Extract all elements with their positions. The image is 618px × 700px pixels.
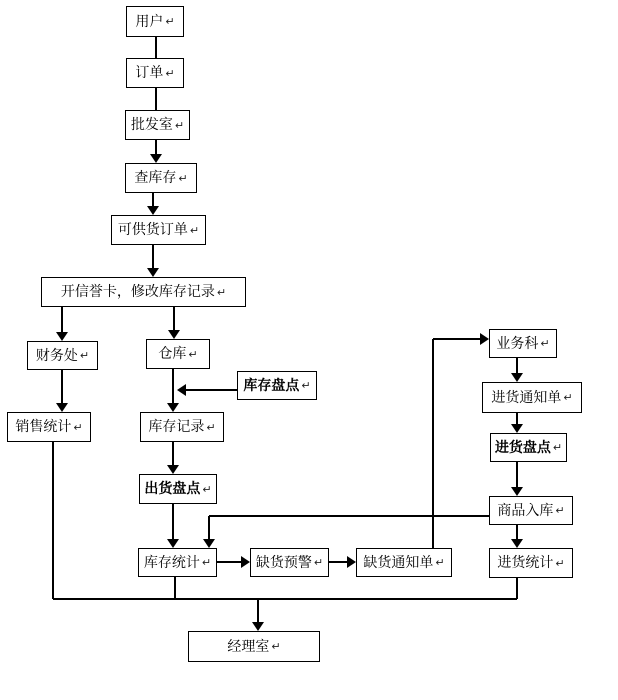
node-credit-card-update (41, 277, 246, 307)
node-label: 进货盘点 (494, 439, 551, 456)
connector-business-to-pnotice (516, 358, 518, 374)
connector-goodsin-feedback-h (209, 515, 489, 517)
node-label: 仓库 (158, 346, 187, 362)
return-mark-icon: ↵ (216, 285, 227, 299)
connector-notice-to-business (433, 338, 481, 340)
node-inventory-statistics (138, 548, 217, 577)
arrowhead-down-icon (167, 403, 179, 412)
connector-warehouse-to-record (172, 369, 174, 404)
node-label: 用户 (135, 13, 164, 30)
connector-order-to-wholesale (155, 88, 157, 110)
connector-invstats-to-warning (217, 561, 242, 563)
node-available-order (111, 215, 206, 245)
arrowhead-down-icon (252, 622, 264, 631)
node-warehouse (146, 339, 210, 369)
node-purchase-check (490, 433, 567, 462)
node-inventory-check (237, 371, 317, 400)
arrowhead-down-icon (167, 539, 179, 548)
connector-pcheck-to-goodsin (516, 462, 518, 488)
return-mark-icon: ↵ (201, 556, 212, 569)
node-label: 可供货订单 (117, 222, 188, 238)
node-user (126, 6, 184, 37)
node-label: 查库存 (134, 170, 177, 186)
arrowhead-down-icon (511, 373, 523, 382)
node-label: 库存盘点 (243, 377, 300, 394)
return-mark-icon: ↵ (271, 640, 281, 653)
connector-bus-to-manager (257, 599, 259, 623)
arrowhead-down-icon (150, 154, 162, 163)
node-label: 业务科 (496, 335, 539, 352)
return-mark-icon: ↵ (206, 420, 216, 434)
arrowhead-down-icon (511, 424, 523, 433)
connector-wholesale-to-check (155, 140, 157, 155)
node-label: 订单 (135, 65, 164, 81)
node-label: 财务处 (35, 347, 78, 364)
arrowhead-down-icon (147, 206, 159, 215)
node-label: 商品入库 (497, 502, 554, 519)
node-purchase-notice (482, 382, 582, 413)
node-goods-inbound (489, 496, 573, 525)
connector-pstats-down (516, 578, 518, 599)
arrowhead-down-icon (167, 465, 179, 474)
arrowhead-down-icon (203, 539, 215, 548)
connector-available-to-credit (152, 245, 154, 269)
node-label: 开信誉卡，修改库存记录 (60, 284, 215, 300)
return-mark-icon: ↵ (189, 223, 200, 237)
node-label: 库存统计 (143, 554, 200, 571)
node-label: 经理室 (227, 638, 270, 655)
connector-sales-down (52, 442, 54, 599)
connector-goodsin-to-pstats (516, 525, 518, 540)
connector-invcheck-into-flow (185, 389, 237, 391)
arrowhead-down-icon (511, 487, 523, 496)
return-mark-icon: ↵ (178, 171, 188, 185)
node-label: 缺货预警 (255, 554, 312, 571)
connector-warning-to-notice (329, 561, 348, 563)
return-mark-icon: ↵ (73, 420, 83, 434)
return-mark-icon: ↵ (165, 15, 175, 28)
return-mark-icon: ↵ (79, 349, 90, 362)
return-mark-icon: ↵ (552, 441, 563, 454)
node-label: 进货统计 (497, 555, 554, 571)
node-wholesale-room (125, 110, 190, 140)
arrowhead-down-icon (168, 330, 180, 339)
return-mark-icon: ↵ (174, 118, 185, 132)
node-check-inventory (125, 163, 197, 193)
connector-credit-to-warehouse (173, 307, 175, 331)
node-shipment-check (139, 474, 217, 504)
arrowhead-down-icon (56, 332, 68, 341)
return-mark-icon: ↵ (555, 504, 565, 517)
node-label: 库存记录 (148, 419, 205, 435)
node-shortage-notice (356, 548, 452, 577)
node-shortage-warning (250, 548, 329, 577)
arrowhead-right-icon (480, 333, 489, 345)
return-mark-icon: ↵ (555, 556, 565, 570)
connector-check-to-available (152, 193, 154, 207)
connector-finance-to-sales (61, 370, 63, 404)
return-mark-icon: ↵ (563, 391, 573, 404)
node-manager-office (188, 631, 320, 662)
connector-record-to-shipcheck (172, 442, 174, 466)
return-mark-icon: ↵ (313, 556, 324, 569)
return-mark-icon: ↵ (165, 66, 175, 80)
connector-bottom-bus (53, 598, 517, 600)
connector-notice-up (432, 339, 434, 548)
node-label: 批发室 (130, 117, 173, 133)
arrowhead-right-icon (347, 556, 356, 568)
node-inventory-record (140, 412, 224, 442)
arrowhead-right-icon (241, 556, 250, 568)
node-label: 缺货通知单 (363, 554, 434, 571)
node-label: 出货盘点 (144, 481, 201, 497)
node-finance-office (27, 341, 98, 370)
node-label: 进货通知单 (491, 389, 562, 406)
return-mark-icon: ↵ (188, 347, 198, 361)
node-label: 销售统计 (15, 419, 72, 435)
connector-invstats-down (174, 577, 176, 599)
node-purchase-statistics (489, 548, 573, 578)
arrowhead-down-icon (147, 268, 159, 277)
connector-goodsin-feedback-v (208, 516, 210, 540)
arrowhead-down-icon (511, 539, 523, 548)
node-business-section (489, 329, 557, 358)
return-mark-icon: ↵ (301, 379, 311, 392)
connector-user-to-order (155, 37, 157, 58)
connector-credit-to-finance (61, 307, 63, 333)
connector-shipcheck-to-invstats (172, 504, 174, 540)
arrowhead-left-icon (177, 384, 186, 396)
arrowhead-down-icon (56, 403, 68, 412)
return-mark-icon: ↵ (202, 482, 212, 496)
node-sales-statistics (7, 412, 91, 442)
node-order (126, 58, 184, 88)
return-mark-icon: ↵ (435, 556, 445, 569)
return-mark-icon: ↵ (540, 337, 550, 350)
